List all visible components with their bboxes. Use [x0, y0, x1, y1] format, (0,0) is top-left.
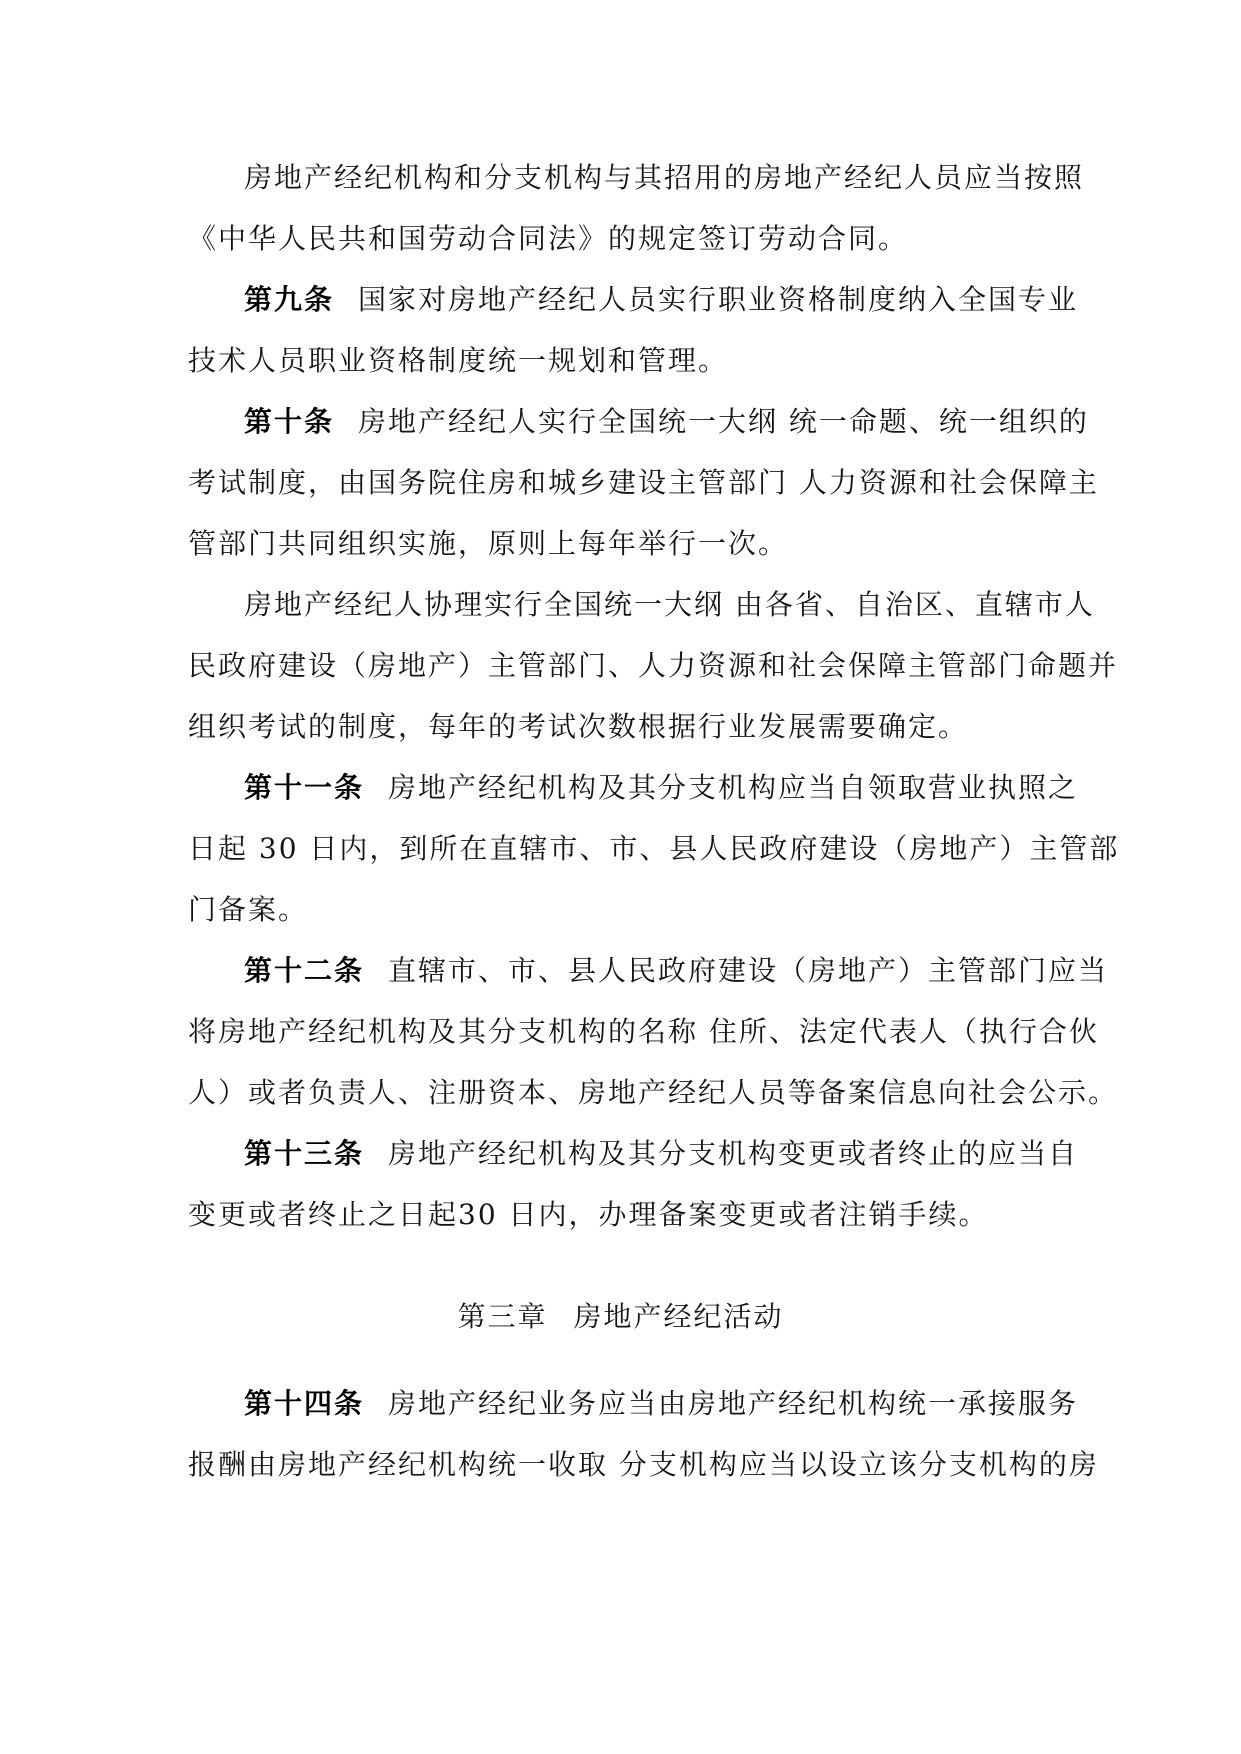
paragraph-line	[244, 585, 1095, 625]
paragraph-line	[188, 524, 788, 564]
line-text: 房地产经纪业务应当由房地产经纪机构统一承接服务	[388, 1387, 1079, 1420]
paragraph-line	[188, 646, 1118, 686]
paragraph-line	[188, 707, 968, 747]
paragraph-line	[188, 890, 308, 930]
line-text: 民政府建设（房地产）主管部门、人力资源和社会保障主管部门命题并	[188, 649, 1119, 682]
line-text: 技术人员职业资格制度统一规划和管理。	[188, 344, 729, 377]
paragraph-line	[188, 219, 908, 259]
line-text: 房地产经纪人实行全国统一大纲 统一命题、统一组织的	[358, 405, 1089, 438]
paragraph-line	[188, 1073, 1118, 1113]
paragraph-line	[244, 158, 1084, 198]
article-line	[244, 1384, 1078, 1424]
article-line	[244, 402, 1089, 442]
chapter-heading	[0, 1297, 1241, 1337]
line-text: 变更或者终止之日起30 日内，办理备案变更或者注销手续。	[188, 1198, 989, 1231]
paragraph-line	[188, 341, 728, 381]
line-text: 门备案。	[188, 893, 309, 926]
line-text: 管部门共同组织实施，原则上每年举行一次。	[188, 527, 789, 560]
article-number: 第十二条	[244, 954, 365, 987]
article-number: 第十条	[244, 405, 335, 438]
line-text: 考试制度，由国务院住房和城乡建设主管部门 人力资源和社会保障主	[188, 466, 1099, 499]
article-number: 第十三条	[244, 1137, 365, 1170]
line-text: 国家对房地产经纪人员实行职业资格制度纳入全国专业	[358, 283, 1079, 316]
paragraph-line	[188, 1445, 1099, 1485]
paragraph-line	[188, 463, 1099, 503]
line-text: 日起 30 日内，到所在直辖市、市、县人民政府建设（房地产）主管部	[188, 832, 1120, 865]
article-number: 第十四条	[244, 1387, 365, 1420]
line-text: 房地产经纪机构和分支机构与其招用的房地产经纪人员应当按照	[244, 161, 1085, 194]
article-number: 第九条	[244, 283, 335, 316]
line-text: 人）或者负责人、注册资本、房地产经纪人员等备案信息向社会公示。	[188, 1076, 1119, 1109]
line-text: 房地产经纪机构及其分支机构应当自领取营业执照之	[388, 771, 1079, 804]
line-text: 将房地产经纪机构及其分支机构的名称 住所、法定代表人（执行合伙	[188, 1015, 1099, 1048]
line-text: 组织考试的制度，每年的考试次数根据行业发展需要确定。	[188, 710, 969, 743]
chapter-number: 第三章	[457, 1300, 548, 1333]
paragraph-line	[188, 1195, 989, 1235]
article-line	[244, 280, 1078, 320]
paragraph-line	[188, 1012, 1099, 1052]
article-line	[244, 1134, 1078, 1174]
line-text: 《中华人民共和国劳动合同法》的规定签订劳动合同。	[188, 222, 909, 255]
line-text: 报酬由房地产经纪机构统一收取 分支机构应当以设立该分支机构的房	[188, 1448, 1099, 1481]
line-text: 房地产经纪人协理实行全国统一大纲 由各省、自治区、直辖市人	[244, 588, 1095, 621]
line-text: 房地产经纪机构及其分支机构变更或者终止的应当自	[388, 1137, 1079, 1170]
chapter-title: 房地产经纪活动	[573, 1300, 784, 1333]
article-line	[244, 768, 1078, 808]
article-number: 第十一条	[244, 771, 365, 804]
line-text: 直辖市、市、县人民政府建设（房地产）主管部门应当	[388, 954, 1109, 987]
paragraph-line	[188, 829, 1119, 869]
article-line	[244, 951, 1108, 991]
